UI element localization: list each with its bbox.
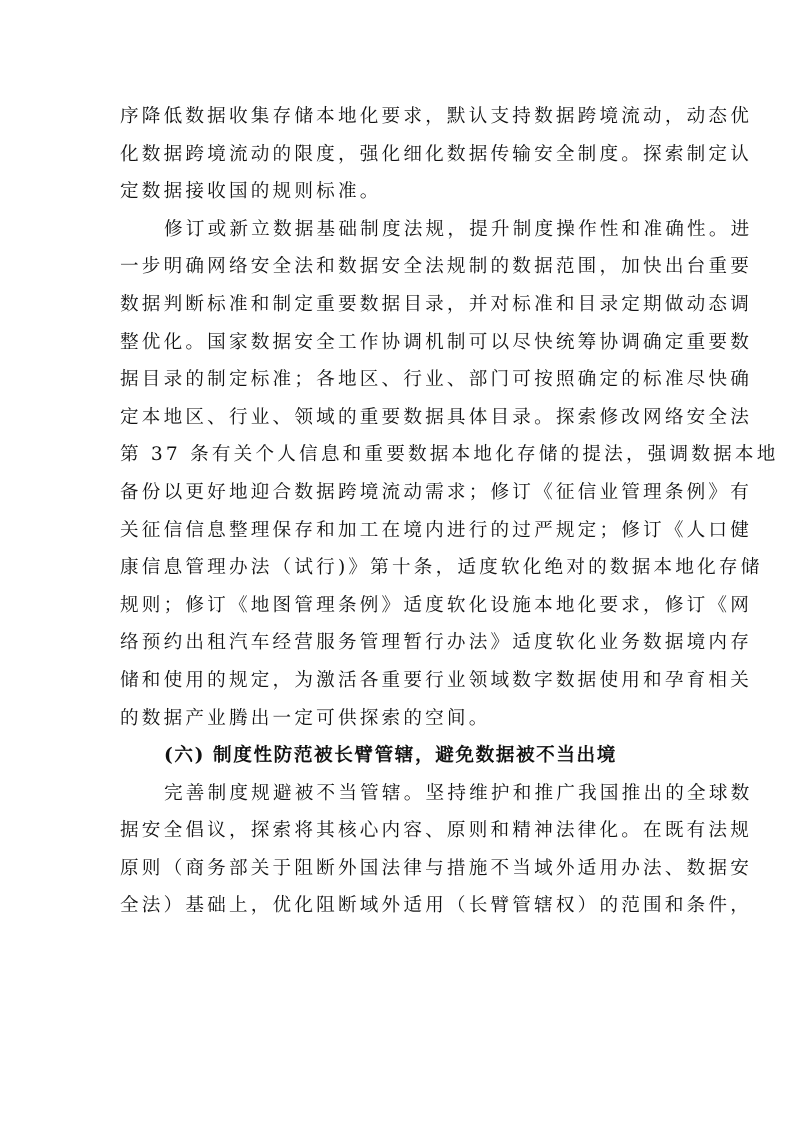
paragraph-2 — [120, 211, 779, 737]
text-line: 备份以更好地迎合数据跨境流动需求；修订《征信业管理条例》有 — [120, 481, 753, 503]
text-line: 据目录的制定标准；各地区、行业、部门可按照确定的标准尽快确 — [120, 369, 753, 391]
text-line: 的数据产业腾出一定可供探索的空间。 — [120, 707, 491, 729]
section-heading: (六) 制度性防范被长臂管辖，避免数据被不当出境 — [164, 745, 617, 767]
text-line: 定本地区、行业、领域的重要数据具体目录。探索修改网络安全法 — [120, 406, 753, 428]
text-line: 定数据接收国的规则标准。 — [120, 181, 382, 203]
text-line: 第 37 条有关个人信息和重要数据本地化存储的提法，强调数据本地 — [120, 444, 779, 466]
text-line: 规则；修订《地图管理条例》适度软化设施本地化要求，修订《网 — [120, 594, 753, 616]
text-line: 修订或新立数据基础制度法规，提升制度操作性和准确性。进 — [164, 218, 753, 240]
text-line: 储和使用的规定，为激活各重要行业领域数字数据使用和孕育相关 — [120, 669, 753, 691]
text-line: 原则（商务部关于阻断外国法律与措施不当域外适用办法、数据安 — [120, 857, 753, 879]
text-line: 康信息管理办法（试行)》第十条，适度软化绝对的数据本地化存储 — [120, 557, 763, 579]
text-line: 一步明确网络安全法和数据安全法规制的数据范围，加快出台重要 — [120, 256, 753, 278]
paragraph-3 — [120, 775, 753, 925]
paragraph-1 — [120, 98, 753, 211]
text-line: 络预约出租汽车经营服务管理暂行办法》适度软化业务数据境内存 — [120, 632, 753, 654]
document-body — [120, 98, 779, 925]
text-line: 数据判断标准和制定重要数据目录，并对标准和目录定期做动态调 — [120, 293, 753, 315]
text-line: 完善制度规避被不当管辖。坚持维护和推广我国推出的全球数 — [164, 782, 753, 804]
text-line: 序降低数据收集存储本地化要求，默认支持数据跨境流动，动态优 — [120, 106, 753, 127]
text-line: 化数据跨境流动的限度，强化细化数据传输安全制度。探索制定认 — [120, 143, 753, 165]
text-line: 关征信信息整理保存和加工在境内进行的过严规定；修订《人口健 — [120, 519, 753, 541]
text-line: 全法）基础上，优化阻断域外适用（长臂管辖权）的范围和条件， — [120, 895, 753, 917]
text-line: 据安全倡议，探索将其核心内容、原则和精神法律化。在既有法规 — [120, 820, 753, 842]
text-line: 整优化。国家数据安全工作协调机制可以尽快统筹协调确定重要数 — [120, 331, 753, 353]
